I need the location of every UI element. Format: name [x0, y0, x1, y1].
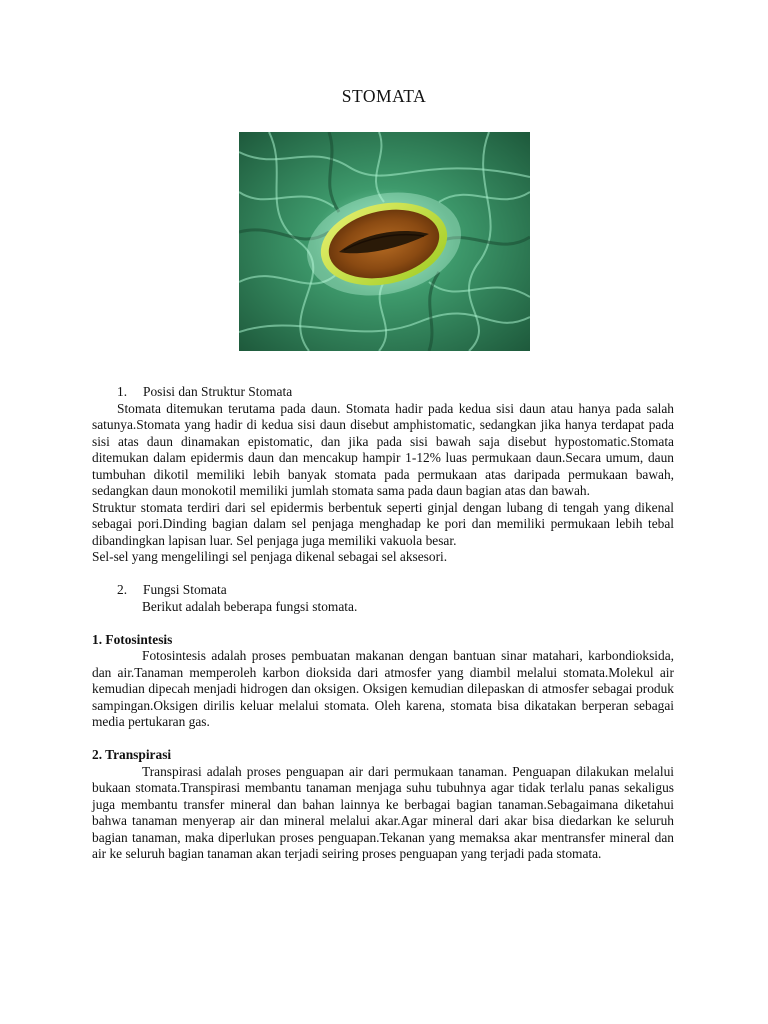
section-heading-posisi [92, 384, 674, 401]
paragraph-transpirasi: Transpirasi adalah proses penguapan air dari permukaan tanaman. Penguapan dilakukan melalui bukaan stomata.Transpirasi membantu tanaman menjaga suhu tubuhnya agar tidak terlalu panas sekaligus juga membantu transfer mineral dan bahan lainnya ke berbagai bagian tanaman.Sebagaimana diketahui bahwa tanaman menyerap air dan mineral melalui akar.Agar mineral dari akar bisa diedarkan ke seluruh bagian tanaman, maka diperlukan proses penguapan.Tekanan yang memaksa akar mentransfer mineral dan air ke seluruh bagian tanaman akan terjadi seiring proses penguapan yang terjadi pada stomata. [92, 763, 674, 861]
paragraph-aksesori: Sel-sel yang mengelilingi sel penjaga dikenal sebagai sel aksesori. [92, 549, 448, 564]
list-number: 1. [117, 384, 128, 399]
heading-fotosintesis: 1. Fotosintesis [92, 631, 173, 647]
list-number: 2. [117, 582, 128, 597]
heading-transpirasi: 2. Transpirasi [92, 747, 172, 762]
paragraph-fotosintesis: Fotosintesis adalah proses pembuatan makanan dengan bantuan sinar matahari, karbondioksida, dan air.Tanaman memperoleh karbon dioksida dari atmosfer yang diambil melalui stomata.Molekul air kemudian dipecah menjadi hidrogen dan oksigen. Oksigen kemudian dilepaskan di atmosfer sebagai produk sampingan.Oksigen dirilis keluar melalui stomata. Oleh karena, stomata bisa dikatakan berperan sebagai media pertukaran gas. [92, 648, 674, 729]
section-heading-fungsi [92, 582, 674, 599]
page-title: STOMATA [341, 86, 427, 106]
paragraph-posisi: Stomata ditemukan terutama pada daun. Stomata hadir pada kedua sisi daun atau hanya pada salah satunya.Stomata yang hadir di kedua sisi daun disebut amphistomatic, sedangkan jika hanya terdapat pada sisi atas daun dinamakan epistomatic, dan jika pada sisi bawah saja disebut hypostomatic.Stomata ditemukan dalam epidermis daun dan mencakup hampir 1-12% luas permukaan daun.Secara umum, daun tumbuhan dikotil memiliki lebih banyak stomata pada permukaan atas daripada permukaan bawah, sedangkan daun monokotil memiliki jumlah stomata sama pada daun bagian atas dan bawah. [92, 400, 674, 498]
paragraph-struktur: Struktur stomata terdiri dari sel epidermis berbentuk seperti ginjal dengan lubang di tengah yang dikenal sebagai pori.Dinding bagian dalam sel penjaga menghadap ke pori dan memiliki permukaan lebih tebal dibandingkan lapisan luar. Sel penjaga juga memiliki vakuola besar. [92, 499, 674, 548]
list-heading: Posisi dan Struktur Stomata [143, 384, 293, 399]
stomata-illustration [239, 132, 530, 351]
list-heading: Fungsi Stomata [143, 582, 227, 597]
stomata-image [239, 132, 530, 351]
document-body [92, 384, 674, 863]
paragraph-fungsi-intro: Berikut adalah beberapa fungsi stomata. [142, 598, 358, 614]
